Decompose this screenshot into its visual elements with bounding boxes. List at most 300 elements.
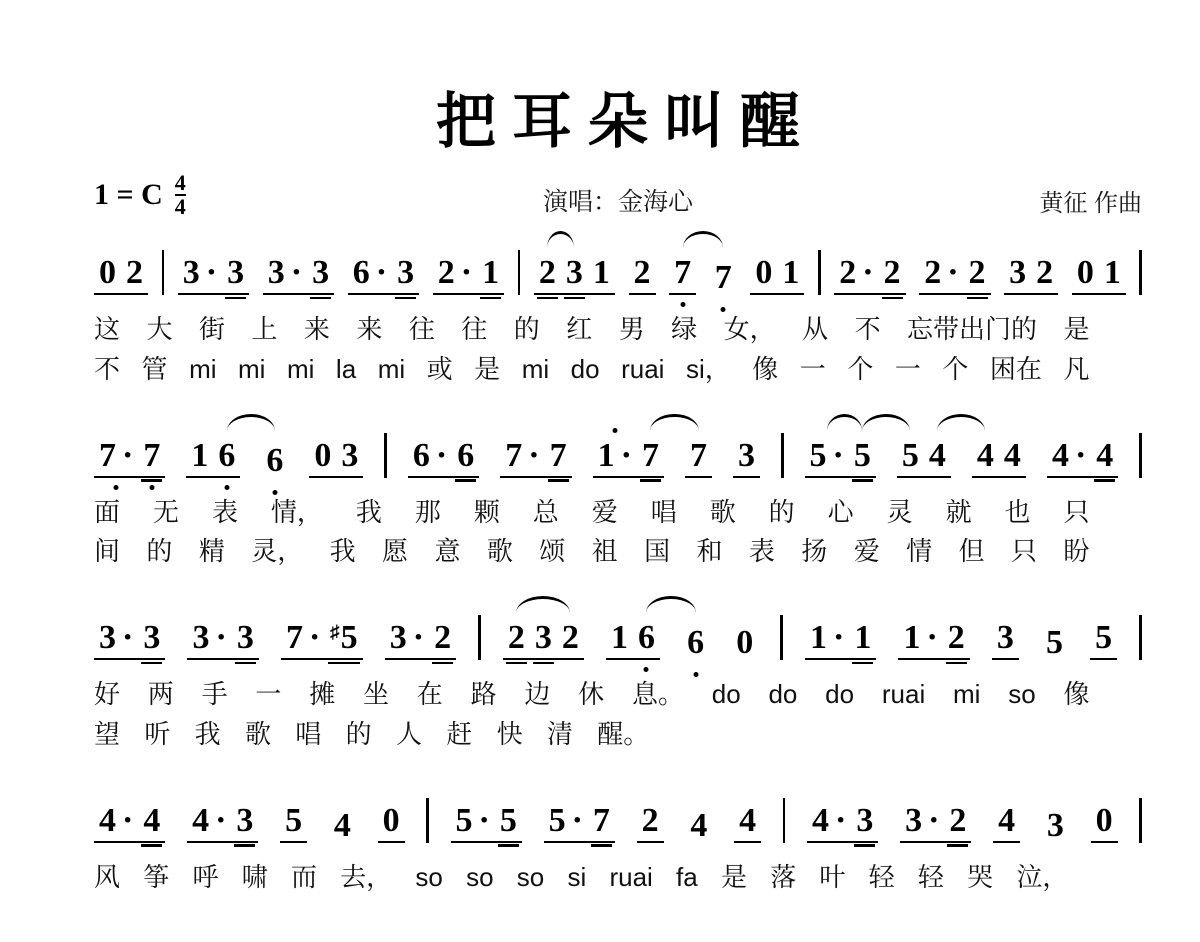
lyric-syllable: 的: [513, 314, 540, 344]
augmentation-dot-icon: ·: [122, 619, 134, 657]
note: 3 ·: [192, 619, 227, 657]
note-group: [805, 436, 876, 478]
lyric-syllable: 但: [958, 536, 985, 567]
composer-credit: 黄征 作曲: [1039, 190, 1142, 217]
lyric-syllable: 情: [906, 536, 933, 567]
note-group: [544, 801, 615, 843]
time-signature: [175, 172, 186, 218]
lyric-syllable: 来: [303, 314, 330, 344]
lyric-syllable: 我: [355, 496, 382, 527]
lyric-syllable: 情，: [270, 496, 323, 527]
slur-arc: [827, 414, 863, 431]
note-group: [1041, 626, 1068, 660]
note: 4 ·: [1051, 436, 1087, 474]
second-underline: [537, 297, 558, 300]
lyric-syllable: do: [768, 679, 798, 710]
note: 1: [477, 256, 504, 290]
note: 2: [633, 254, 651, 291]
note: 7 ·: [94, 439, 138, 473]
augmentation-dot-icon: ·: [460, 254, 473, 291]
note-group: [734, 801, 761, 843]
lyric-syllable: 或: [426, 353, 453, 384]
note: 0: [314, 436, 332, 474]
note-group: [433, 256, 504, 295]
lyric-syllable: 凡: [1063, 353, 1090, 384]
note-group: [919, 256, 990, 295]
note: 4 ·: [192, 801, 227, 839]
note: 3: [232, 621, 259, 655]
barline-icon: [1139, 615, 1142, 660]
lyric-syllable: so: [1008, 679, 1036, 710]
barline-icon: [781, 433, 784, 478]
slur-arc: [227, 414, 275, 431]
note: 1: [592, 254, 610, 291]
lyric-syllable: 忘带出门的: [907, 314, 1038, 344]
second-underline: [967, 297, 988, 300]
notes-row: [94, 774, 1142, 869]
note-group: [593, 436, 664, 478]
note-group: [329, 806, 356, 844]
second-underline: [506, 662, 527, 665]
lyric-syllable: si，: [685, 353, 731, 384]
note: 3 ·: [389, 619, 425, 657]
lyric-syllable: 歌: [244, 718, 271, 749]
note: 1: [191, 436, 209, 474]
second-underline: [640, 479, 661, 482]
note: 7: [669, 256, 696, 290]
note: 7: [588, 804, 615, 838]
note-group: [94, 256, 148, 295]
lyric-syllable: 落: [770, 861, 797, 892]
note-group: [992, 621, 1019, 660]
note-group: [682, 626, 709, 660]
note: ♯5: [325, 621, 362, 655]
augmentation-dot-icon: ·: [435, 436, 448, 474]
lyric-syllable: 往: [461, 314, 488, 344]
lyric-syllable: 边: [524, 679, 551, 710]
lyric-syllable: do: [570, 353, 600, 384]
augmentation-dot-icon: ·: [832, 619, 845, 657]
augmentation-dot-icon: ·: [308, 619, 321, 657]
slur-arc: [516, 596, 570, 613]
note-group: [281, 621, 363, 660]
second-underline: [533, 662, 554, 665]
barline-icon: [518, 250, 521, 295]
lyric-syllable: 红: [566, 314, 593, 344]
lyric-syllable: 叶: [819, 861, 846, 892]
note-group: [993, 801, 1020, 843]
lyric-syllable: 个: [847, 353, 874, 384]
low-octave-dot-icon: [224, 485, 229, 490]
lyric-syllable: 手: [201, 679, 228, 710]
note-group: [629, 256, 656, 295]
lyric-syllable: 男: [618, 314, 645, 344]
note: 7: [710, 261, 737, 295]
sheet-music-page: [0, 89, 1200, 942]
second-underline: [854, 844, 875, 847]
lyric-syllable: 我: [194, 718, 221, 749]
lyric-syllable: 个: [942, 353, 969, 384]
note-group: [807, 801, 878, 843]
note-group: [500, 436, 571, 478]
time-signature-top: 4: [174, 170, 186, 195]
augmentation-dot-icon: ·: [620, 436, 632, 474]
slur-arc: [937, 414, 985, 431]
sheet-content: [94, 89, 1142, 895]
lyric-syllable: 大: [146, 314, 173, 344]
lyric-syllable: 不: [854, 314, 881, 344]
note-group: [606, 621, 660, 660]
notes-row: [94, 226, 1142, 321]
second-underline: [395, 297, 416, 300]
note-group: [186, 436, 240, 478]
lyrics-row: [94, 535, 1090, 569]
lyric-syllable: 国: [644, 536, 671, 567]
lyric-syllable: 而: [290, 861, 317, 892]
lyric-syllable: 摊: [309, 679, 336, 710]
note: 2: [879, 256, 906, 290]
lyric-syllable: mi: [238, 353, 266, 384]
augmentation-dot-icon: ·: [832, 436, 844, 474]
note: 4 ·: [812, 801, 847, 839]
note: 3: [138, 621, 165, 655]
lyric-syllable: fa: [676, 861, 698, 892]
lyric-syllable: 的: [146, 536, 173, 567]
note: 3: [561, 256, 588, 290]
lyric-syllable: 路: [470, 679, 497, 710]
lyric-syllable: 意: [434, 536, 461, 567]
second-underline: [852, 479, 873, 482]
lyric-syllable: ruai: [609, 861, 653, 892]
lyric-syllable: so: [415, 861, 443, 892]
note: 4: [928, 436, 946, 474]
note-group: [897, 436, 951, 478]
note: 1 ·: [809, 619, 845, 657]
barline-icon: [818, 250, 821, 295]
note-group: [685, 436, 712, 478]
second-underline: [455, 479, 476, 482]
augmentation-dot-icon: ·: [290, 254, 303, 291]
note: 6 ·: [412, 436, 448, 474]
lyric-syllable: 去，: [340, 861, 393, 892]
note-group: [805, 621, 876, 660]
lyric-syllable: 愿: [382, 536, 409, 567]
note: 5: [901, 436, 919, 474]
note: 2: [944, 804, 971, 838]
note-group: [94, 621, 165, 660]
note: 2 ·: [924, 254, 959, 291]
note: 3: [341, 436, 359, 474]
note: 2: [561, 619, 579, 657]
second-underline: [225, 297, 246, 300]
low-octave-dot-icon: [721, 307, 726, 312]
second-underline: [882, 297, 903, 300]
lyric-syllable: 风: [94, 861, 121, 892]
note: 6: [682, 626, 709, 660]
note: 6: [633, 621, 660, 655]
second-underline: [947, 844, 968, 847]
lyric-syllable: 爱: [853, 536, 880, 567]
lyric-syllable: si: [567, 861, 587, 892]
lyric-syllable: mi: [286, 353, 315, 384]
lyric-syllable: 泣，: [1016, 861, 1069, 892]
second-underline: [564, 297, 585, 300]
notes-row: [94, 591, 1142, 686]
note: 2: [641, 801, 659, 839]
lyric-syllable: 的: [768, 496, 795, 527]
barline-icon: [162, 250, 165, 295]
augmentation-dot-icon: ·: [122, 436, 134, 474]
note: 3: [1046, 806, 1064, 844]
second-underline: [310, 297, 331, 300]
lyric-syllable: 面: [94, 496, 121, 527]
second-underline: [498, 844, 519, 847]
note: 6: [213, 439, 240, 473]
slur-arc: [683, 231, 724, 248]
note: 1: [1103, 254, 1121, 291]
note-group: [178, 256, 249, 295]
augmentation-dot-icon: ·: [835, 801, 847, 839]
note: 7 ·: [505, 436, 540, 474]
note: 4: [333, 806, 351, 844]
lyric-syllable: 一: [255, 679, 282, 710]
lyric-syllable: 轻: [868, 861, 895, 892]
note: 3: [1009, 254, 1027, 291]
second-underline: [141, 479, 162, 482]
note: 2: [503, 621, 530, 655]
lyric-syllable: 是: [474, 353, 501, 384]
lyric-syllable: so: [516, 861, 545, 892]
score-line: [94, 409, 1142, 570]
lyric-syllable: 歌: [709, 496, 736, 527]
lyrics-row: [94, 718, 649, 752]
lyric-syllable: mi: [953, 679, 981, 710]
lyric-syllable: 上: [251, 314, 278, 344]
augmentation-dot-icon: ·: [215, 619, 227, 657]
lyrics-row: [94, 353, 1090, 387]
note-group: [263, 256, 334, 295]
note-group: [710, 261, 737, 295]
second-underline: [141, 844, 162, 847]
note: 4: [1003, 436, 1021, 474]
note: 4: [976, 436, 994, 474]
barline-icon: [1139, 433, 1142, 478]
note: 3 ·: [99, 619, 134, 657]
note: 5 ·: [809, 436, 844, 474]
low-octave-dot-icon: [272, 490, 277, 495]
note: 4: [138, 804, 165, 838]
note: 6 ·: [352, 254, 388, 291]
lyric-syllable: 无: [152, 496, 179, 527]
note: 5: [849, 439, 876, 473]
note: 4: [1091, 439, 1118, 473]
lyric-syllable: 赶: [446, 718, 473, 749]
note-group: [1090, 621, 1117, 660]
second-underline: [141, 662, 162, 665]
lyric-syllable: 醒。: [597, 718, 650, 749]
lyric-syllable: 女，: [723, 314, 776, 344]
note: 6: [261, 444, 288, 478]
lyric-syllable: 人: [395, 718, 422, 749]
lyric-syllable: 轻: [917, 861, 944, 892]
note: 7: [138, 439, 165, 473]
score-line: [94, 774, 1142, 895]
lyric-syllable: 表: [748, 536, 775, 567]
note-group: [348, 256, 419, 295]
lyric-syllable: 只: [1063, 496, 1090, 527]
note-group: [1004, 256, 1058, 295]
note: 1: [782, 254, 800, 291]
time-signature-bottom: 4: [174, 194, 186, 219]
lyric-syllable: 哭: [967, 861, 994, 892]
lyric-syllable: 像: [1063, 679, 1090, 710]
lyric-syllable: 灵: [886, 496, 913, 527]
note-group: [94, 436, 165, 478]
note: 1: [610, 619, 628, 657]
note: 7 ·: [285, 619, 321, 657]
note-group: [1072, 256, 1126, 295]
lyric-syllable: mi: [189, 353, 217, 384]
barline-icon: [1139, 250, 1142, 295]
note: 2 ·: [437, 254, 473, 291]
lyric-syllable: la: [335, 353, 357, 384]
lyric-syllable: 歌: [486, 536, 513, 567]
lyric-syllable: 这: [94, 314, 121, 344]
lyric-syllable: 是: [1063, 314, 1090, 344]
note: 3: [738, 436, 756, 474]
lyric-syllable: 清: [546, 718, 573, 749]
note: 3: [392, 256, 419, 290]
lyric-syllable: 一: [799, 353, 826, 384]
note: 3 ·: [905, 801, 940, 839]
augmentation-dot-icon: ·: [205, 254, 218, 291]
note: 2: [964, 256, 991, 290]
lyric-syllable: 灵，: [251, 536, 304, 567]
lyric-syllable: 在: [416, 679, 443, 710]
note: 5 ·: [548, 801, 583, 839]
note-group: [900, 801, 971, 843]
note: 2: [534, 256, 561, 290]
note: 3: [222, 256, 249, 290]
lyric-syllable: 心: [827, 496, 854, 527]
second-underline: [1094, 479, 1115, 482]
barline-icon: [426, 798, 429, 843]
lyric-syllable: 街: [198, 314, 225, 344]
note-group: [309, 436, 363, 478]
note-group: [731, 626, 758, 660]
lyric-syllable: so: [466, 861, 494, 892]
note-group: [280, 801, 307, 843]
second-underline: [480, 297, 501, 300]
key-signature-text: 1 = C: [94, 178, 163, 211]
note: 3: [307, 256, 334, 290]
sharp-icon: ♯: [330, 621, 340, 643]
note-group: [972, 436, 1026, 478]
score-line: [94, 591, 1142, 752]
lyric-syllable: 困在: [989, 353, 1042, 384]
augmentation-dot-icon: ·: [571, 801, 583, 839]
second-underline: [946, 662, 967, 665]
lyric-syllable: 是: [720, 861, 747, 892]
note: 3: [996, 619, 1014, 657]
lyric-syllable: mi: [377, 353, 406, 384]
note: 4: [690, 806, 708, 844]
note-group: [408, 436, 479, 478]
note: 2: [126, 254, 143, 291]
lyric-syllable: 也: [1004, 496, 1031, 527]
note-group: [94, 801, 165, 843]
note-group: [451, 801, 522, 843]
lyric-syllable: 只: [1010, 536, 1037, 567]
lyric-syllable: 爱: [591, 496, 618, 527]
lyric-syllable: 总: [532, 496, 559, 527]
song-title: 把耳朵叫醒: [436, 89, 816, 155]
note: 0: [755, 254, 773, 291]
lyric-syllable: 唱: [295, 718, 322, 749]
note: 4: [739, 801, 757, 839]
augmentation-dot-icon: ·: [1074, 436, 1087, 474]
second-underline: [234, 844, 255, 847]
note: 6: [452, 439, 479, 473]
note: 3: [530, 621, 557, 655]
notes-row: [94, 409, 1142, 504]
note: 4 ·: [99, 801, 134, 839]
lyric-syllable: 间: [94, 536, 121, 567]
lyric-syllable: 望: [94, 718, 121, 749]
lyric-syllable: 唱: [650, 496, 677, 527]
second-underline: [328, 662, 359, 665]
second-underline: [548, 479, 569, 482]
lyric-syllable: 绿: [671, 314, 698, 344]
note: 5 ·: [455, 801, 490, 839]
slur-arc: [862, 414, 910, 431]
second-underline: [235, 662, 256, 665]
note-group: [534, 256, 615, 295]
augmentation-dot-icon: ·: [947, 254, 959, 291]
note-group: [1091, 801, 1118, 843]
note-group: [834, 256, 905, 295]
lyric-syllable: 颗: [473, 496, 500, 527]
second-underline: [591, 844, 612, 847]
note: 0: [99, 254, 116, 291]
lyric-syllable: 来: [356, 314, 383, 344]
lyric-syllable: 祖: [591, 536, 618, 567]
lyric-syllable: 和: [696, 536, 723, 567]
low-octave-dot-icon: [644, 667, 649, 672]
note-group: [685, 806, 712, 844]
lyric-syllable: 管: [141, 353, 168, 384]
lyric-syllable: ruai: [621, 353, 665, 384]
augmentation-dot-icon: ·: [215, 801, 227, 839]
note-group: [503, 621, 584, 660]
note: 2 ·: [839, 254, 874, 291]
note: 3 ·: [267, 254, 303, 291]
lyric-syllable: do: [825, 679, 855, 710]
augmentation-dot-icon: ·: [926, 619, 938, 657]
note: 7: [545, 439, 572, 473]
second-underline: [852, 662, 873, 665]
second-underline: [432, 662, 453, 665]
note-group: [187, 801, 258, 843]
note: 3: [851, 804, 878, 838]
lyric-syllable: 筝: [143, 861, 170, 892]
low-octave-dot-icon: [114, 485, 119, 490]
slur-arc: [547, 231, 574, 248]
lyric-syllable: 一: [894, 353, 921, 384]
note-group: [750, 256, 804, 295]
note: 0: [1095, 801, 1113, 839]
lyric-syllable: 好: [94, 679, 121, 710]
